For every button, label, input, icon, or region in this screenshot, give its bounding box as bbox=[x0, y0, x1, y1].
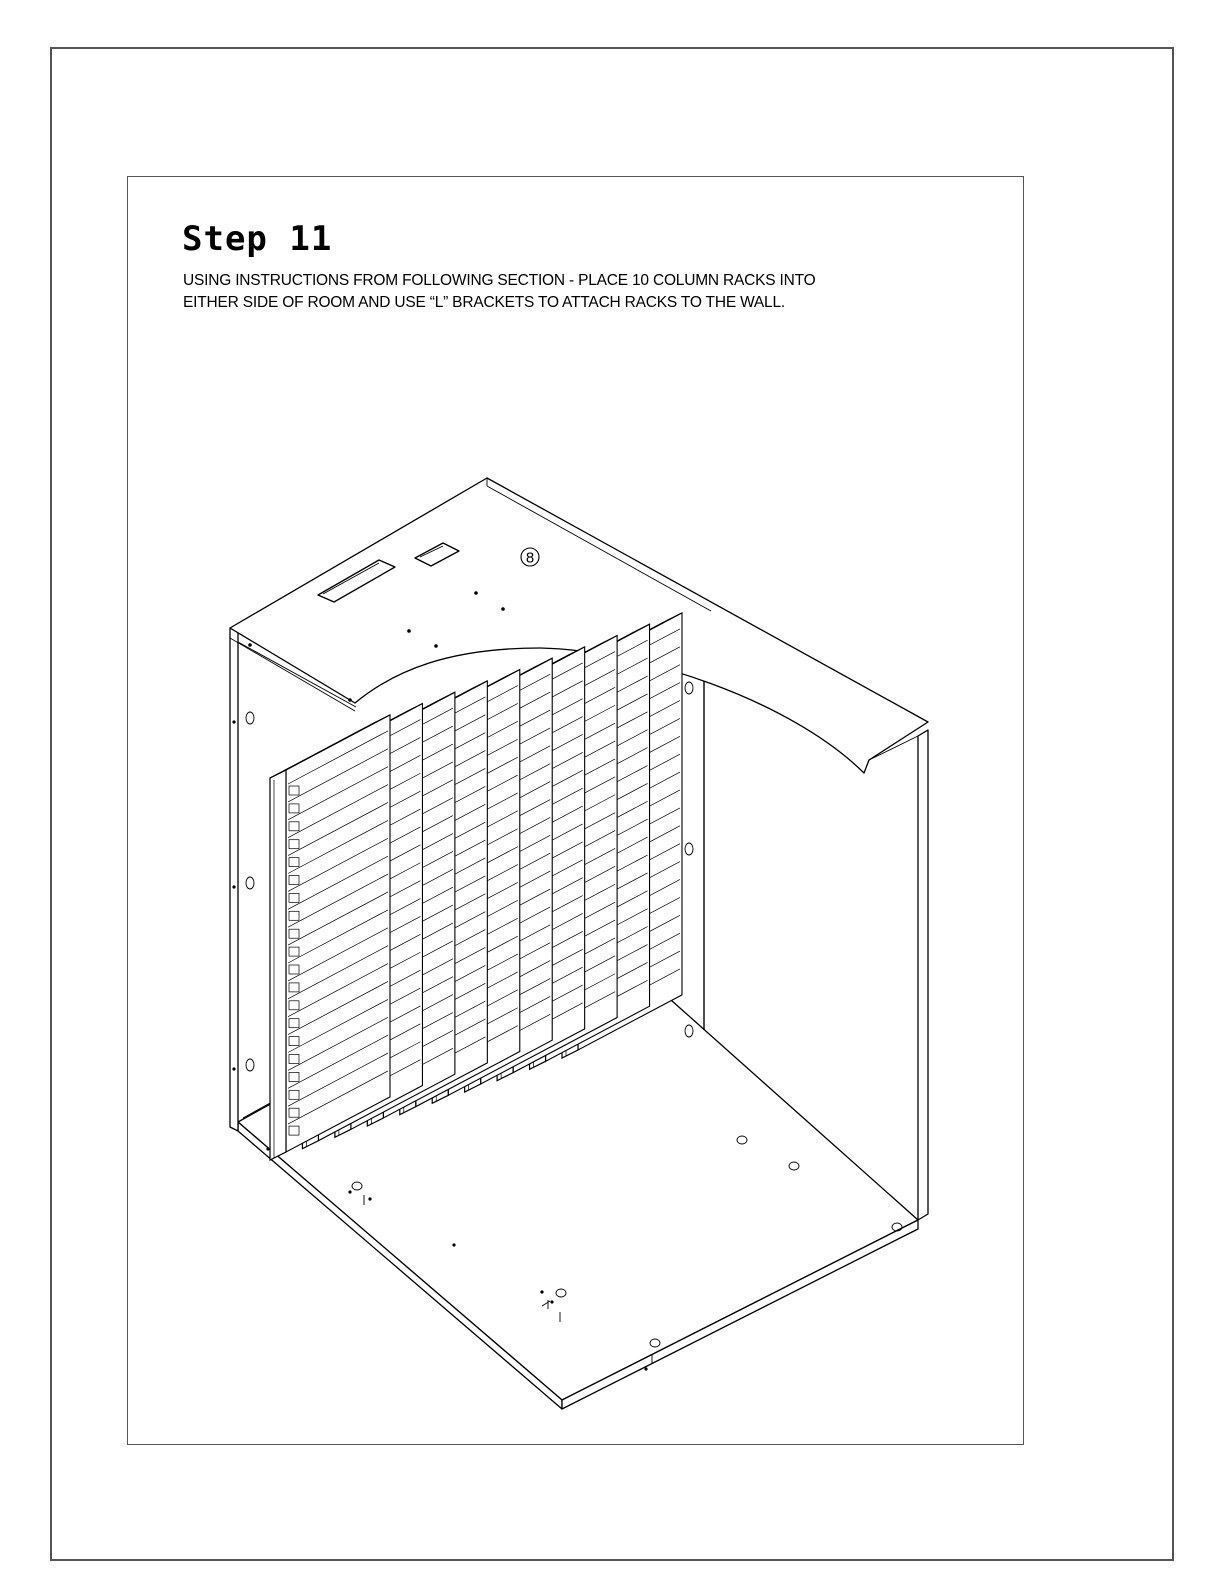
callout-label: 8 bbox=[525, 549, 535, 567]
rack-10 bbox=[270, 715, 390, 1160]
instruction-line-1: USING INSTRUCTIONS FROM FOLLOWING SECTION - PLACE 10 COLUMN RACKS INTO bbox=[183, 272, 816, 289]
step-title: Step 11 bbox=[182, 219, 333, 259]
part-callout-8 bbox=[521, 548, 539, 567]
instruction-line-2: EITHER SIDE OF ROOM AND USE “L” BRACKETS TO ATTACH RACKS TO THE WALL. bbox=[183, 294, 786, 311]
